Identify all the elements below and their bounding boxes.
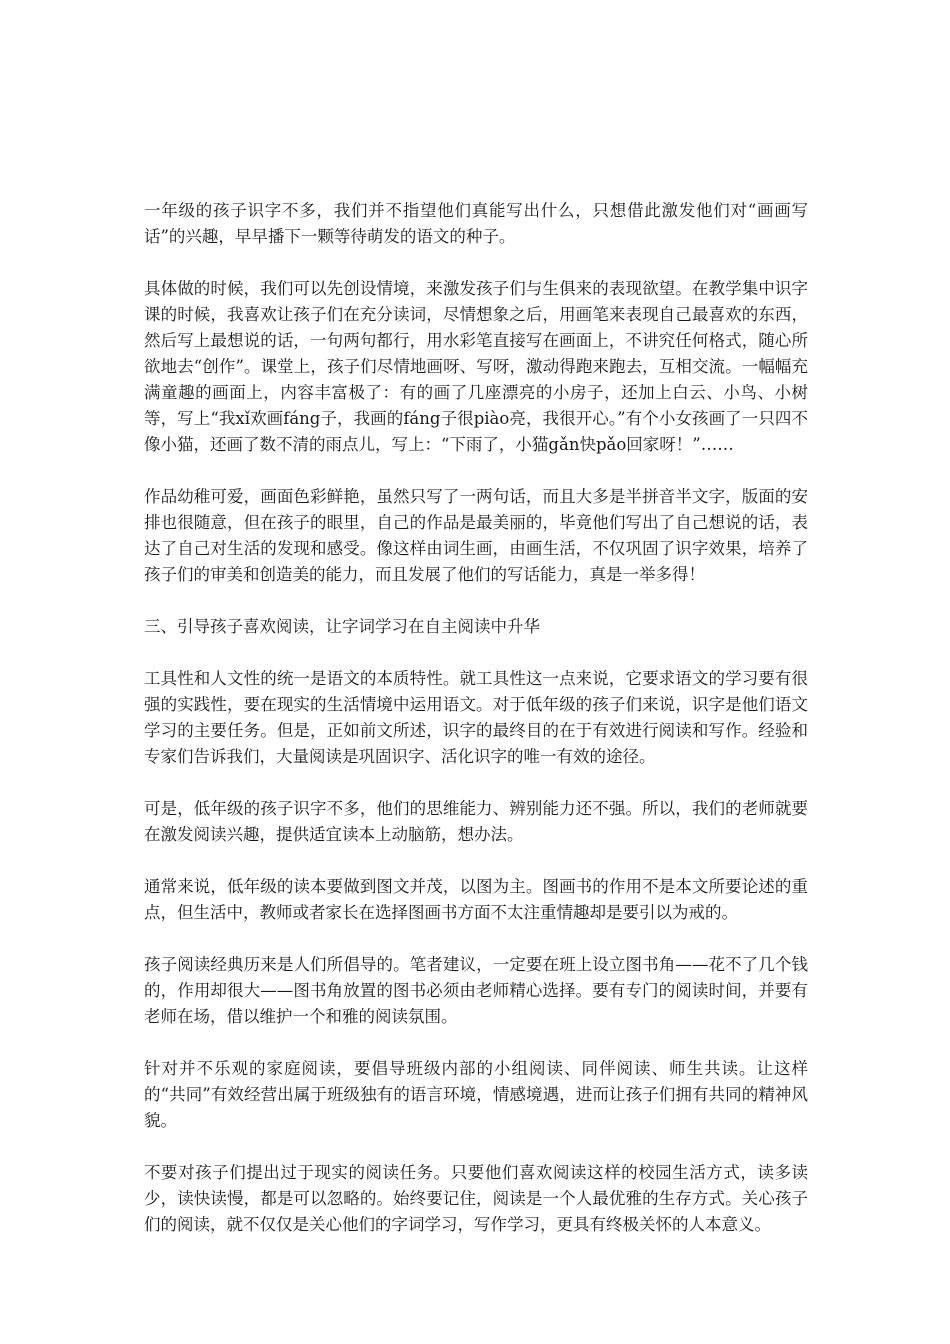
paragraph-3: 作品幼稚可爱，画面色彩鲜艳，虽然只写了一两句话，而且大多是半拼音半文字，版面的安排也很随意，但在孩子的眼里，自己的作品是最美丽的，毕竟他们写出了自己想说的话，表达了自己对生活的发现和感受。像这样由词生画，由画生活，不仅巩固了识字效果，培养了孩子们的审美和创造美的能力，而且发展了他们的写话能力，真是一举多得！ xyxy=(144,487,808,584)
section-heading: 三、引导孩子喜欢阅读，让字词学习在自主阅读中升华 xyxy=(144,617,540,636)
paragraph-4: 工具性和人文性的统一是语文的本质特性。就工具性这一点来说，它要求语文的学习要有很强的实践性，要在现实的生活情境中运用语文。对于低年级的孩子们来说，识字是他们语文学习的主要任务。但是，正如前文所述，识字的最终目的在于有效进行阅读和写作。经验和专家们告诉我们，大量阅读是巩固识字、活化识字的唯一有效的途径。 xyxy=(144,669,808,766)
paragraph-9: 不要对孩子们提出过于现实的阅读任务。只要他们喜欢阅读这样的校园生活方式，读多读少，读快读慢，都是可以忽略的。始终要记住，阅读是一个人最优雅的生存方式。关心孩子们的阅读，就不仅仅是关心他们的字词学习，写作学习，更具有终极关怀的人本意义。 xyxy=(144,1163,808,1234)
paragraph-5: 可是，低年级的孩子识字不多，他们的思维能力、辨别能力还不强。所以，我们的老师就要在激发阅读兴趣，提供适宜读本上动脑筋，想办法。 xyxy=(144,799,808,844)
paragraph-7: 孩子阅读经典历来是人们所倡导的。笔者建议，一定要在班上设立图书角——花不了几个钱的，作用却很大——图书角放置的图书必须由老师精心选择。要有专门的阅读时间，并要有老师在场，借以维护一个和雅的阅读氛围。 xyxy=(144,955,808,1026)
document-body xyxy=(144,198,808,1264)
paragraph-8: 针对并不乐观的家庭阅读，要倡导班级内部的小组阅读、同伴阅读、师生共读。让这样的“共同”有效经营出属于班级独有的语言环境，情感境遇，进而让孩子们拥有共同的精神风貌。 xyxy=(144,1059,808,1130)
paragraph-2: 具体做的时候，我们可以先创设情境，来激发孩子们与生俱来的表现欲望。在教学集中识字课的时候，我喜欢让孩子们在充分读词，尽情想象之后，用画笔来表现自己最喜欢的东西，然后写上最想说的话，一句两句都行，用水彩笔直接写在画面上，不讲究任何格式，随心所欲地去“创作”。课堂上，孩子们尽情地画呀、写呀，激动得跑来跑去，互相交流。一幅幅充满童趣的画面上，内容丰富极了：有的画了几座漂亮的小房子，还加上白云、小鸟、小树等，写上“我xǐ欢画fáng子，我画的fáng子很piào亮，我很开心。”有个小女孩画了一只四不像小猫，还画了数不清的雨点儿，写上：“下雨了，小猫gǎn快pǎo回家呀！”…… xyxy=(144,279,808,454)
paragraph-6: 通常来说，低年级的读本要做到图文并茂，以图为主。图画书的作用不是本文所要论述的重点，但生活中，教师或者家长在选择图画书方面不太注重情趣却是要引以为戒的。 xyxy=(144,877,808,922)
paragraph-1: 一年级的孩子识字不多，我们并不指望他们真能写出什么，只想借此激发他们对“画画写话”的兴趣，早早播下一颗等待萌发的语文的种子。 xyxy=(144,201,808,246)
